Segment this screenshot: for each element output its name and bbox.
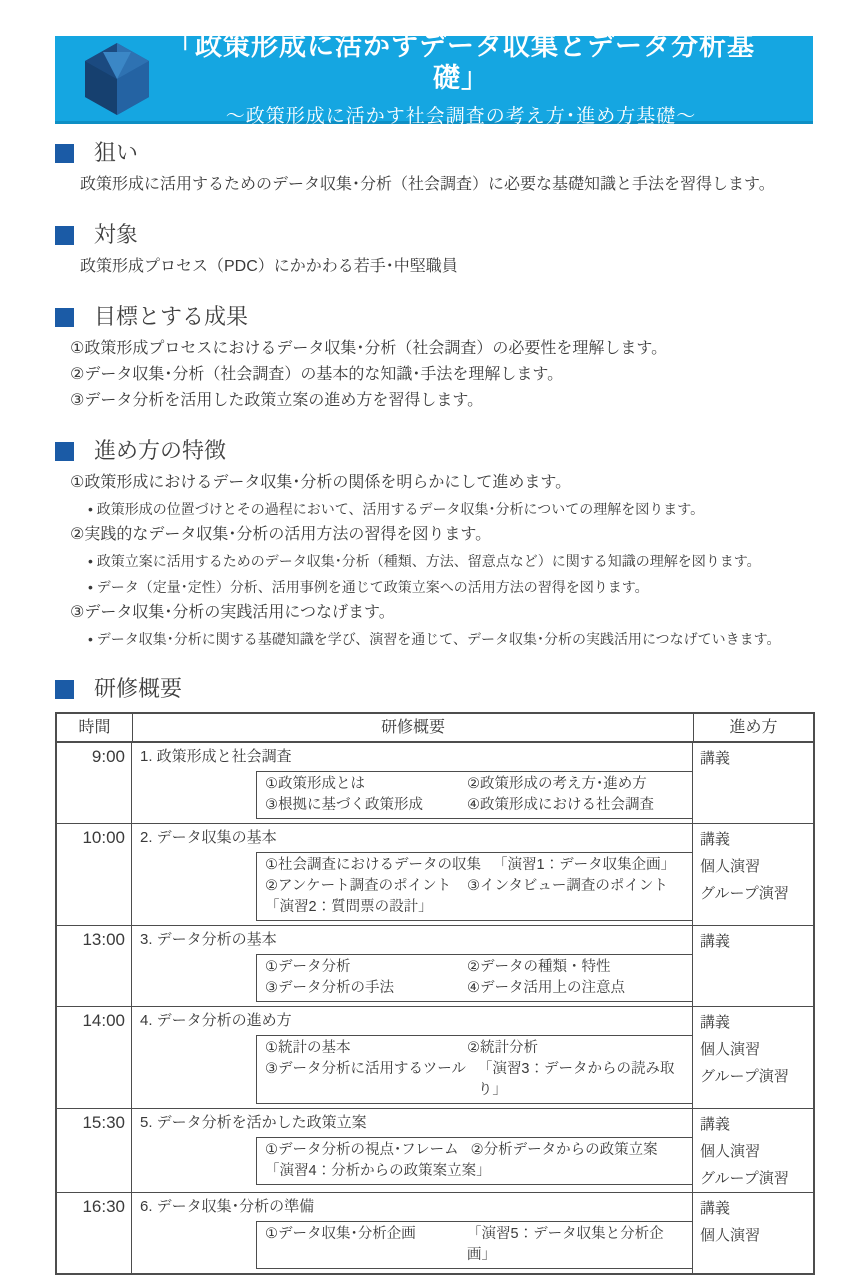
session-title: 4. データ分析の進め方: [140, 1012, 292, 1029]
detail-item: ①統計の基本: [265, 1040, 351, 1056]
section-heading: [55, 676, 817, 702]
method-item: 講義: [700, 1116, 731, 1133]
section-title: 進め方の特徴: [94, 438, 227, 463]
method-item: グループ演習: [700, 885, 789, 902]
feature-detail: • 政策立案に活用するためのデータ収集･分析（種類、方法、留意点など）に関する知識の理解を図ります。: [88, 553, 761, 569]
table-row: [57, 1192, 813, 1273]
detail-item: ④データ活用上の注意点: [467, 980, 625, 996]
session-detail-box: [256, 1221, 693, 1269]
session-title: 5. データ分析を活かした政策立案: [140, 1114, 367, 1131]
method-item: 講義: [700, 933, 731, 950]
blue-square-bullet-icon: [55, 308, 74, 327]
section-title: 目標とする成果: [94, 304, 249, 329]
detail-item: ②統計分析: [467, 1040, 538, 1056]
detail-item: ③インタビュー調査のポイント: [467, 878, 668, 894]
time-cell: 10:00: [57, 824, 132, 925]
blue-square-bullet-icon: [55, 442, 74, 461]
goal-item: ②データ収集･分析（社会調査）の基本的な知識･手法を理解します。: [70, 366, 564, 383]
session-title: 1. 政策形成と社会調査: [140, 748, 292, 765]
blue-square-bullet-icon: [55, 144, 74, 163]
detail-item: 「演習2：質問票の設計」: [265, 899, 433, 915]
method-cell: [693, 743, 813, 823]
detail-line: [265, 1038, 684, 1059]
feature-item: ②実践的なデータ収集･分析の活用方法の習得を図ります。: [70, 526, 492, 543]
detail-item: ①政策形成とは: [265, 776, 365, 792]
table-row: [57, 1108, 813, 1192]
detail-line: [265, 855, 684, 876]
method-cell: [693, 824, 813, 925]
table-row: [57, 823, 813, 925]
session-detail-box: [256, 1137, 693, 1185]
overview-cell: [132, 926, 693, 1006]
detail-item: ②政策形成の考え方･進め方: [467, 776, 647, 792]
detail-line: [265, 1161, 684, 1182]
document-body: [55, 140, 817, 1275]
cube-hexagon-icon: [85, 43, 149, 115]
session-detail-box: [256, 954, 693, 1002]
col-header-time: 時間: [78, 719, 111, 736]
overview-cell: [132, 1109, 693, 1192]
feature-item: ①政策形成におけるデータ収集･分析の関係を明らかにして進めます。: [70, 474, 572, 491]
section-text: 政策形成プロセス（PDC）にかかわる若手･中堅職員: [80, 258, 458, 275]
section-heading: [55, 140, 817, 166]
section-target: [55, 222, 817, 280]
detail-item: 「演習4：分析からの政策案立案」: [265, 1163, 491, 1179]
detail-line: [265, 1140, 684, 1161]
detail-item: ②分析データからの政策立案: [470, 1142, 658, 1158]
feature-detail: • データ（定量･定性）分析、活用事例を通じて政策立案への活用方法の習得を図ります。: [88, 579, 649, 595]
section-text: 政策形成に活用するためのデータ収集･分析（社会調査）に必要な基礎知識と手法を習得します。: [80, 176, 775, 193]
detail-item: 「演習1：データ収集企画」: [493, 857, 676, 873]
goal-item: ③データ分析を活用した政策立案の進め方を習得します。: [70, 392, 484, 409]
session-detail-box: [256, 1035, 693, 1104]
session-title: 6. データ収集･分析の準備: [140, 1198, 315, 1215]
method-cell: [693, 1109, 813, 1192]
banner-titles: [149, 30, 813, 128]
time-cell: 9:00: [57, 743, 132, 823]
method-item: グループ演習: [700, 1170, 789, 1187]
time-cell: 15:30: [57, 1109, 132, 1192]
table-row: [57, 1006, 813, 1108]
detail-line: [265, 795, 684, 816]
method-item: 講義: [700, 1014, 731, 1031]
title-banner: [55, 30, 813, 127]
session-detail-box: [256, 852, 693, 921]
detail-item: ①社会調査におけるデータの収集: [265, 857, 481, 873]
detail-item: ③データ分析に活用するツール: [265, 1061, 466, 1077]
feature-detail: • 政策形成の位置づけとその過程において、活用するデータ収集･分析についての理解を図ります。: [88, 501, 705, 517]
section-heading: [55, 438, 817, 464]
detail-item: 「演習3：データからの読み取り」: [477, 1061, 675, 1098]
section-title: 狙い: [94, 140, 139, 165]
detail-line: [265, 1059, 684, 1101]
feature-detail: • データ収集･分析に関する基礎知識を学び、演習を通じて、データ収集･分析の実践活用につなげていきます。: [88, 631, 781, 647]
detail-item: ②アンケート調査のポイント: [265, 878, 452, 894]
section-aim: [55, 140, 817, 198]
section-title: 研修概要: [94, 676, 183, 701]
section-heading: [55, 304, 817, 330]
detail-line: [265, 957, 684, 978]
col-header-method: 進め方: [693, 714, 813, 741]
method-item: 個人演習: [700, 1143, 761, 1160]
detail-item: ④政策形成における社会調査: [467, 797, 654, 813]
detail-item: ①データ収集･分析企画: [265, 1226, 416, 1242]
method-cell: [693, 926, 813, 1006]
method-cell: [693, 1193, 813, 1273]
detail-item: ③データ分析の手法: [265, 980, 394, 996]
schedule-table: [55, 712, 815, 1275]
detail-item: ①データ分析の視点･フレーム: [265, 1142, 459, 1158]
blue-square-bullet-icon: [55, 680, 74, 699]
overview-cell: [132, 824, 693, 925]
detail-line: [265, 1224, 684, 1266]
method-item: グループ演習: [700, 1068, 789, 1085]
method-item: 講義: [700, 1200, 731, 1217]
time-cell: 13:00: [57, 926, 132, 1006]
section-features: [55, 438, 817, 652]
section-title: 対象: [94, 222, 139, 247]
overview-cell: [132, 743, 693, 823]
method-item: 個人演習: [700, 1227, 761, 1244]
time-cell: 16:30: [57, 1193, 132, 1273]
detail-line: [265, 876, 684, 897]
method-item: 個人演習: [700, 1041, 761, 1058]
table-header-row: [57, 714, 813, 743]
time-cell: 14:00: [57, 1007, 132, 1108]
page-subtitle: ～政策形成に活かす社会調査の考え方･進め方基礎～: [225, 105, 697, 127]
overview-cell: [132, 1193, 693, 1273]
detail-item: ②データの種類・特性: [467, 959, 611, 975]
detail-line: [265, 978, 684, 999]
detail-item: ③根拠に基づく政策形成: [265, 797, 423, 813]
session-title: 2. データ収集の基本: [140, 829, 277, 846]
method-cell: [693, 1007, 813, 1108]
session-title: 3. データ分析の基本: [140, 931, 277, 948]
table-row: [57, 925, 813, 1006]
feature-item: ③データ収集･分析の実践活用につなげます。: [70, 604, 395, 621]
goal-item: ①政策形成プロセスにおけるデータ収集･分析（社会調査）の必要性を理解します。: [70, 340, 668, 357]
method-item: 個人演習: [700, 858, 761, 875]
session-detail-box: [256, 771, 693, 819]
section-schedule: [55, 676, 817, 1275]
detail-item: ①データ分析: [265, 959, 351, 975]
table-row: [57, 743, 813, 823]
col-header-overview: 研修概要: [132, 714, 693, 741]
overview-cell: [132, 1007, 693, 1108]
detail-line: [265, 897, 684, 918]
blue-square-bullet-icon: [55, 226, 74, 245]
method-item: 講義: [700, 831, 731, 848]
section-heading: [55, 222, 817, 248]
detail-line: [265, 774, 684, 795]
section-goals: [55, 304, 817, 414]
page-title: 「政策形成に活かすデータ収集とデータ分析基礎」: [167, 30, 755, 93]
method-item: 講義: [700, 750, 731, 767]
detail-item: 「演習5：データ収集と分析企画」: [467, 1226, 664, 1263]
